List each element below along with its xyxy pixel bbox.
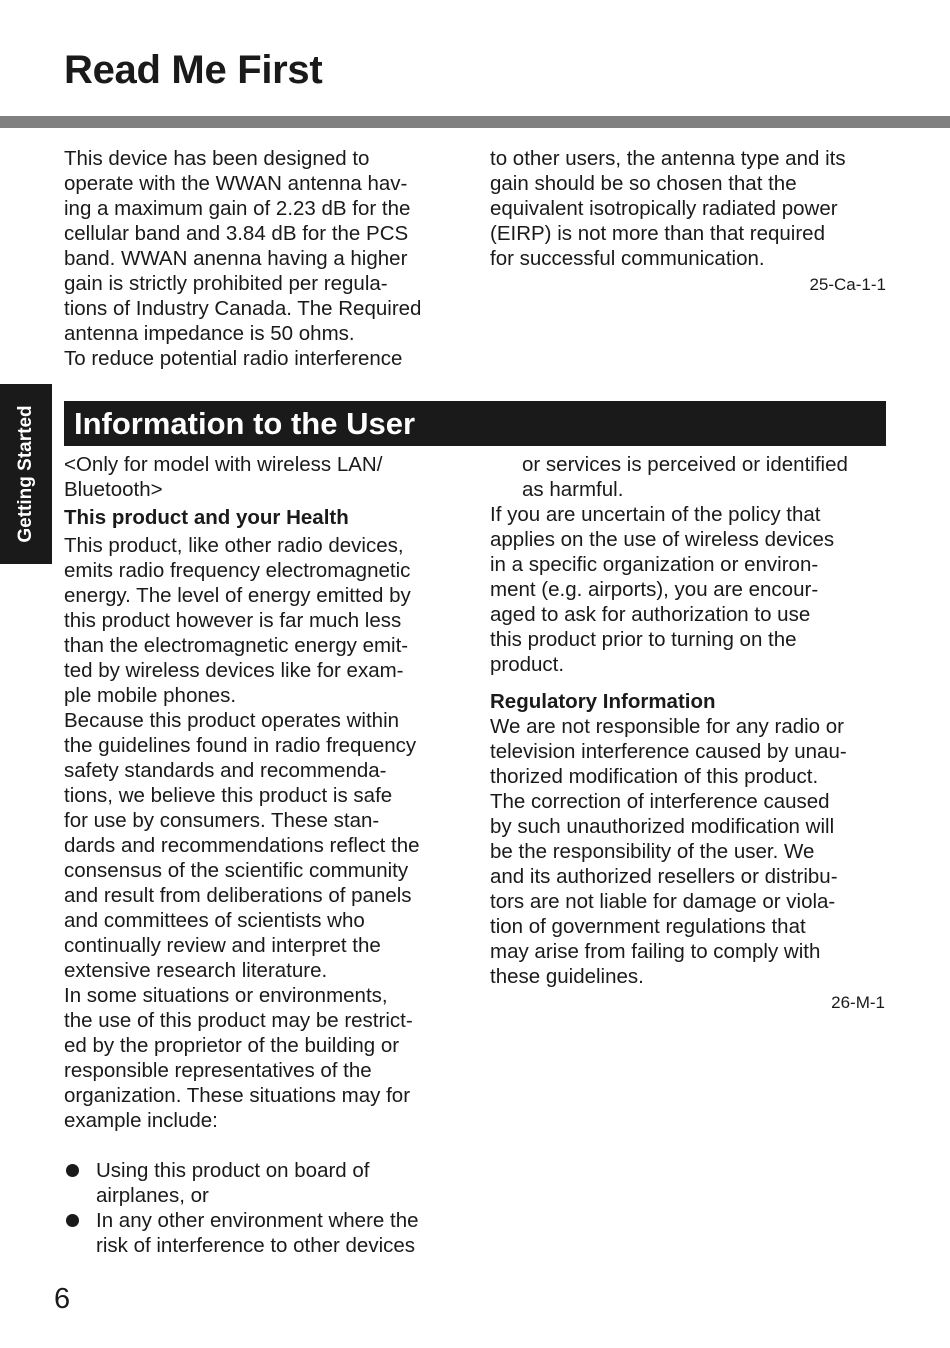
page-number: 6 xyxy=(54,1283,71,1315)
text-line: be the responsibility of the user. We xyxy=(490,840,815,863)
text-line: the guidelines found in radio frequency xyxy=(64,734,417,757)
section-left-column xyxy=(64,452,464,1258)
top-right-column xyxy=(490,146,886,297)
regulatory-paragraph xyxy=(490,714,890,989)
text-line: tions of Industry Canada. The Required xyxy=(64,297,422,320)
bullet-icon xyxy=(66,1164,79,1177)
text-line: tors are not liable for damage or viola- xyxy=(490,890,836,913)
text-line: example include: xyxy=(64,1109,218,1132)
text-line: as harmful. xyxy=(522,478,624,501)
top-left-column xyxy=(64,146,464,371)
text-line: and committees of scientists who xyxy=(64,909,365,932)
text-line: risk of interference to other devices xyxy=(96,1234,416,1257)
text-line: and result from deliberations of panels xyxy=(64,884,412,907)
header-rule xyxy=(0,116,950,128)
text-line: Using this product on board of xyxy=(96,1159,370,1182)
situations-list xyxy=(64,1158,464,1258)
text-line: by such unauthorized modification will xyxy=(490,815,835,838)
health-body xyxy=(64,533,464,1133)
text-line: operate with the WWAN antenna hav- xyxy=(64,172,408,195)
text-line: ed by the proprietor of the building or xyxy=(64,1034,400,1057)
text-line: ing a maximum gain of 2.23 dB for the xyxy=(64,197,411,220)
text-line: safety standards and recommenda- xyxy=(64,759,387,782)
reference-code: 25-Ca-1-1 xyxy=(809,275,886,294)
text-line: extensive research literature. xyxy=(64,959,328,982)
text-line: equivalent isotropically radiated power xyxy=(490,197,838,220)
top-right-lines xyxy=(490,146,886,271)
text-line: Bluetooth> xyxy=(64,478,163,501)
text-line: thorized modification of this product. xyxy=(490,765,819,788)
text-line: band. WWAN anenna having a higher xyxy=(64,247,408,270)
text-line: in a specific organization or environ- xyxy=(490,553,819,576)
list-item xyxy=(64,1158,464,1208)
text-line: In some situations or environments, xyxy=(64,984,388,1007)
list-item xyxy=(64,1208,464,1258)
text-line: for successful communication. xyxy=(490,247,765,270)
section-right-column xyxy=(490,452,890,1015)
text-line: than the electromagnetic energy emit- xyxy=(64,634,409,657)
list-item-text xyxy=(96,1208,464,1258)
text-line: energy. The level of energy emitted by xyxy=(64,584,411,607)
side-tab xyxy=(0,384,52,564)
bullet-continuation xyxy=(490,452,890,502)
health-subheading: This product and your Health xyxy=(64,506,349,529)
text-line: ment (e.g. airports), you are encour- xyxy=(490,578,819,601)
top-left-lines xyxy=(64,146,464,371)
text-line: and its authorized resellers or distribu- xyxy=(490,865,838,888)
text-line: dards and recommendations reflect the xyxy=(64,834,420,857)
text-line: responsible representatives of the xyxy=(64,1059,372,1082)
text-line: or services is perceived or identified xyxy=(522,453,848,476)
text-line: gain is strictly prohibited per regula- xyxy=(64,272,388,295)
text-line: This product, like other radio devices, xyxy=(64,534,404,557)
text-line: this product however is far much less xyxy=(64,609,402,632)
section-heading: Information to the User xyxy=(74,406,416,441)
text-line: product. xyxy=(490,653,565,676)
text-line: In any other environment where the xyxy=(96,1209,419,1232)
side-tab-label: Getting Started xyxy=(15,405,36,543)
text-line: applies on the use of wireless devices xyxy=(490,528,835,551)
text-line: organization. These situations may for xyxy=(64,1084,411,1107)
text-line: (EIRP) is not more than that required xyxy=(490,222,825,245)
text-line: The correction of interference caused xyxy=(490,790,830,813)
text-line: This device has been designed to xyxy=(64,147,370,170)
text-line: tions, we believe this product is safe xyxy=(64,784,393,807)
reference-code: 26-M-1 xyxy=(831,993,885,1012)
bullet-icon xyxy=(66,1214,79,1227)
text-line: continually review and interpret the xyxy=(64,934,381,957)
section-heading-band xyxy=(64,401,886,446)
regulatory-subheading: Regulatory Information xyxy=(490,690,716,713)
text-line: <Only for model with wireless LAN/ xyxy=(64,453,383,476)
text-line: cellular band and 3.84 dB for the PCS xyxy=(64,222,409,245)
text-line: the use of this product may be restrict- xyxy=(64,1009,413,1032)
text-line: ple mobile phones. xyxy=(64,684,237,707)
text-line: antenna impedance is 50 ohms. xyxy=(64,322,355,345)
text-line: consensus of the scientific community xyxy=(64,859,409,882)
text-line: Because this product operates within xyxy=(64,709,400,732)
list-item-text xyxy=(96,1158,464,1208)
text-line: To reduce potential radio interference xyxy=(64,347,403,370)
model-note xyxy=(64,452,464,502)
text-line: emits radio frequency electromagnetic xyxy=(64,559,411,582)
text-line: may arise from failing to comply with xyxy=(490,940,821,963)
text-line: these guidelines. xyxy=(490,965,644,988)
page-title: Read Me First xyxy=(64,48,323,92)
text-line: We are not responsible for any radio or xyxy=(490,715,845,738)
text-line: If you are uncertain of the policy that xyxy=(490,503,821,526)
text-line: television interference caused by unau- xyxy=(490,740,847,763)
text-line: ted by wireless devices like for exam- xyxy=(64,659,404,682)
text-line: to other users, the antenna type and its xyxy=(490,147,846,170)
text-line: for use by consumers. These stan- xyxy=(64,809,380,832)
text-line: airplanes, or xyxy=(96,1184,209,1207)
text-line: this product prior to turning on the xyxy=(490,628,797,651)
text-line: aged to ask for authorization to use xyxy=(490,603,811,626)
policy-paragraph xyxy=(490,502,890,677)
text-line: gain should be so chosen that the xyxy=(490,172,797,195)
text-line: tion of government regulations that xyxy=(490,915,806,938)
